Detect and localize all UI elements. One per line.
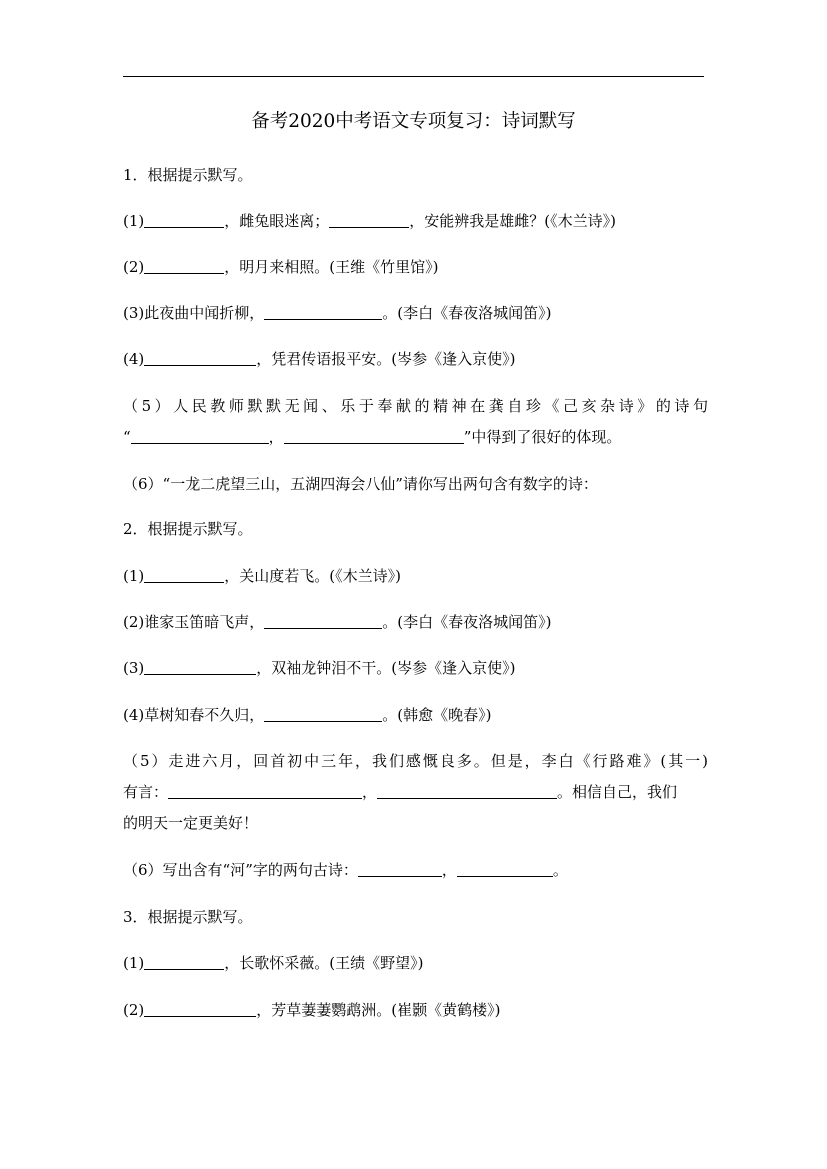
text: ，双袖龙钟泪不干。(岑参《逢入京使》) bbox=[256, 659, 516, 677]
text: ，长歌怀采薇。(王绩《野望》) bbox=[224, 954, 424, 972]
answer-blank[interactable] bbox=[144, 350, 256, 366]
header-rule bbox=[123, 76, 704, 77]
q1-header: 1．根据提示默写。 bbox=[123, 166, 253, 184]
q1-item-6: （6）“一龙二虎望三山，五湖四海会八仙”请你写出两句含有数字的诗： bbox=[123, 475, 598, 493]
q2-item-1 bbox=[123, 565, 708, 587]
text: 。(李白《春夜洛城闻笛》) bbox=[382, 613, 552, 631]
answer-blank[interactable] bbox=[144, 258, 224, 274]
text: ， bbox=[441, 861, 457, 879]
text: (3)此夜曲中闻折柳， bbox=[123, 304, 265, 322]
text: ， bbox=[362, 783, 378, 801]
answer-blank[interactable] bbox=[168, 783, 362, 799]
text: ，安能辨我是雄雌？(《木兰诗》) bbox=[409, 212, 616, 230]
text: ”中得到了很好的体现。 bbox=[463, 428, 622, 446]
q1-item-1 bbox=[123, 210, 708, 232]
q3-header: 3．根据提示默写。 bbox=[123, 908, 253, 926]
answer-blank[interactable] bbox=[144, 954, 224, 970]
text: 。(李白《春夜洛城闻笛》) bbox=[382, 304, 552, 322]
text: ，明月来相照。(王维《竹里馆》) bbox=[224, 258, 439, 276]
answer-blank[interactable] bbox=[358, 861, 442, 877]
text: 有言： bbox=[123, 783, 169, 801]
text: ，关山度若飞。(《木兰诗》) bbox=[224, 567, 401, 585]
answer-blank[interactable] bbox=[264, 706, 382, 722]
text: （6）写出含有“河”字的两句古诗： bbox=[123, 861, 358, 879]
q2-item-5-line3: 的明天一定更美好！ bbox=[123, 814, 259, 832]
answer-blank[interactable] bbox=[264, 304, 382, 320]
answer-blank[interactable] bbox=[284, 428, 464, 444]
answer-blank[interactable] bbox=[144, 659, 256, 675]
answer-blank[interactable] bbox=[457, 861, 553, 877]
text: (1) bbox=[123, 567, 145, 585]
answer-blank[interactable] bbox=[377, 783, 557, 799]
text: 。(韩愈《晚春》) bbox=[382, 706, 492, 724]
q2-item-3 bbox=[123, 657, 708, 679]
text: (1) bbox=[123, 954, 145, 972]
text: ，凭君传语报平安。(岑参《逢入京使》) bbox=[256, 350, 516, 368]
text: “ bbox=[123, 428, 131, 446]
q2-item-5-line1: （5）走进六月，回首初中三年，我们感慨良多。但是，李白《行路难》(其一) bbox=[123, 752, 708, 770]
q1-item-3 bbox=[123, 302, 708, 324]
text: ，芳草萋萋鹦鹉洲。(崔颢《黄鹤楼》) bbox=[256, 1001, 501, 1019]
text: (3) bbox=[123, 659, 145, 677]
text: (1) bbox=[123, 212, 145, 230]
answer-blank[interactable] bbox=[144, 567, 224, 583]
text: (2) bbox=[123, 1001, 145, 1019]
q2-item-4 bbox=[123, 704, 708, 726]
answer-blank[interactable] bbox=[264, 613, 382, 629]
text: 。 bbox=[552, 861, 568, 879]
q2-item-5-line2 bbox=[123, 781, 708, 803]
text: (4)草树知春不久归， bbox=[123, 706, 265, 724]
q2-item-6 bbox=[123, 859, 708, 881]
q1-item-5-line1: （5）人民教师默默无闻、乐于奉献的精神在龚自珍《己亥杂诗》的诗句 bbox=[123, 397, 708, 415]
q1-item-4 bbox=[123, 348, 708, 370]
q1-item-5-line2 bbox=[123, 426, 708, 448]
text: (2) bbox=[123, 258, 145, 276]
q3-item-2 bbox=[123, 999, 708, 1021]
q2-item-2 bbox=[123, 611, 708, 633]
text: ，雌兔眼迷离； bbox=[224, 212, 330, 230]
answer-blank[interactable] bbox=[131, 428, 269, 444]
text: 。相信自己，我们 bbox=[557, 783, 678, 801]
q1-item-2 bbox=[123, 256, 708, 278]
q3-item-1 bbox=[123, 952, 708, 974]
text: (4) bbox=[123, 350, 145, 368]
answer-blank[interactable] bbox=[144, 1001, 256, 1017]
answer-blank[interactable] bbox=[144, 212, 224, 228]
text: ， bbox=[268, 428, 284, 446]
text: (2)谁家玉笛暗飞声， bbox=[123, 613, 265, 631]
q2-header: 2．根据提示默写。 bbox=[123, 520, 253, 538]
page-title: 备考2020中考语文专项复习：诗词默写 bbox=[251, 111, 576, 132]
answer-blank[interactable] bbox=[329, 212, 409, 228]
